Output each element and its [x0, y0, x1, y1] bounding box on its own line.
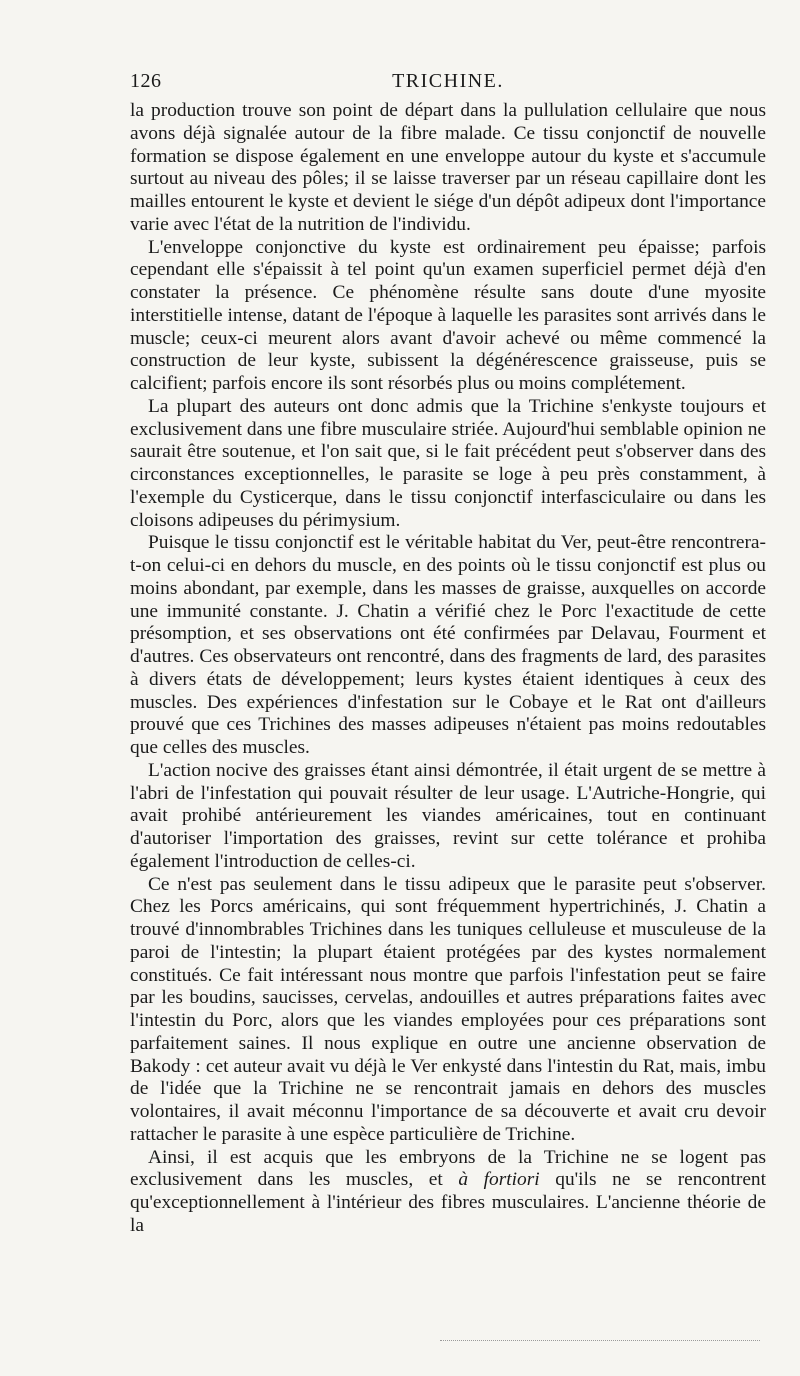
paragraph-7 [130, 1147, 766, 1238]
page-header [130, 70, 766, 96]
paragraph-4: Puisque le tissu conjonctif est le véritable habitat du Ver, peut-être rencontrera-t-on celui-ci en dehors du muscle, en des points où le tissu conjonctif est plus ou moins abondant, par exemple, dans les masses de graisse, auxquelles on accorde une immunité constante. J. Chatin a vérifié chez le Porc l'exactitude de cette présomption, et ses observations ont été confirmées par Delavau, Fourment et d'autres. Ces observateurs ont rencontré, dans des fragments de lard, des parasites à divers états de développement; leurs kystes étaient identiques à ceux des muscles. Des expériences d'infestation sur le Cobaye et le Rat ont d'ailleurs prouvé que ces Trichines des masses adipeuses n'étaient pas moins redoutables que celles des muscles. [130, 532, 766, 758]
page-number: 126 [130, 70, 162, 92]
paragraph-1: la production trouve son point de départ dans la pullulation cellulaire que nous avons déjà signalée autour de la fibre malade. Ce tissu conjonctif de nouvelle formation se dispose également en une enveloppe autour du kyste et s'accumule surtout au niveau des pôles; il se laisse traverser par un réseau capillaire dont les mailles entourent le kyste et devient le siége d'un dépôt adipeux dont l'importance varie avec l'état de la nutrition de l'individu. [130, 100, 766, 235]
body-text [130, 100, 766, 1238]
paragraph-7-end: qu'ils ne se rencontrent qu'exceptionnellement à l'intérieur des fibres musculaires. L'ancienne théorie de la [130, 1169, 767, 1236]
paragraph-6: Ce n'est pas seulement dans le tissu adipeux que le parasite peut s'observer. Chez les Porcs américains, qui sont fréquemment hypertrichinés, J. Chatin a trouvé d'innombrables Trichines dans les tuniques celluleuse et musculeuse de la paroi de l'intestin; la plupart étaient protégées par des kystes normalement constitués. Ce fait intéressant nous montre que parfois l'infestation peut se faire par les boudins, saucisses, cervelas, andouilles et autres préparations faites avec l'intestin du Porc, alors que les viandes employées pour ces préparations sont parfaitement saines. Il nous explique en outre une ancienne observation de Bakody : cet auteur avait vu déjà le Ver enkysté dans l'intestin du Rat, mais, imbu de l'idée que la Trichine ne se rencontrait jamais en dehors des muscles volontaires, il avait méconnu l'importance de sa découverte et avait cru devoir rattacher le parasite à une espèce particulière de Trichine. [130, 873, 766, 1145]
paragraph-2: L'enveloppe conjonctive du kyste est ordinairement peu épaisse; parfois cependant elle s'épaissit à tel point qu'un examen superficiel permet déjà d'en constater la présence. Ce phénomène résulte sans doute d'une myosite interstitielle intense, datant de l'époque à laquelle les parasites sont arrivés dans le muscle; ceux-ci meurent alors avant d'avoir achevé ou même commencé la construction de leur kyste, subissent la dégénérescence graisseuse, puis se calcifient; parfois encore ils sont résorbés plus ou moins complétement. [130, 236, 766, 394]
italic-phrase: à fortiori [458, 1169, 540, 1191]
paragraph-5: L'action nocive des graisses étant ainsi démontrée, il était urgent de se mettre à l'abri de l'infestation qui pouvait résulter de leur usage. L'Autriche-Hongrie, qui avait prohibé antérieurement les viandes américaines, tout en continuant d'autoriser l'importation des graisses, revint sur cette tolérance et prohiba également l'introduction de celles-ci. [130, 759, 766, 872]
running-title: TRICHINE. [392, 70, 504, 92]
paragraph-3: La plupart des auteurs ont donc admis que la Trichine s'enkyste toujours et exclusivement dans une fibre musculaire striée. Aujourd'hui semblable opinion ne saurait être soutenue, et l'on sait que, si le fait précédent peut s'observer dans des circonstances exceptionnelles, le parasite se loge à peu près constamment, à l'exemple du Cysticerque, dans le tissu conjonctif interfasciculaire ou dans les cloisons adipeuses du périmysium. [130, 395, 766, 531]
footer-print-mark [440, 1340, 760, 1341]
paragraph-7-start: Ainsi, il est acquis que les embryons de la Trichine ne se logent pas exclusivement dans les muscles, et [130, 1146, 766, 1191]
